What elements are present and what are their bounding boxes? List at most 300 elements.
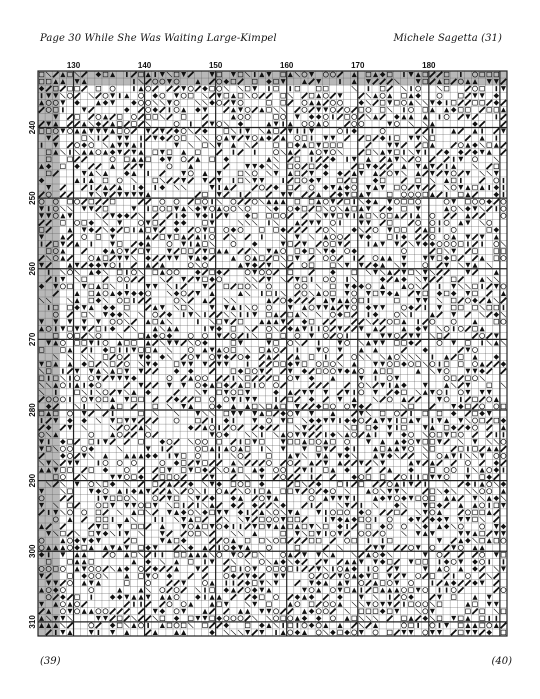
stitch-triangle-down [160,538,165,543]
stitch-triangle-up [75,566,80,571]
stitch-diagonal [501,121,507,126]
stitch-diagonal [458,347,464,352]
stitch-diamond [110,326,116,331]
stitch-diagonal [74,93,80,98]
stitch-triangle-down [160,305,165,310]
stitch-triangle-up [480,256,485,261]
stitch-backslash [266,446,271,451]
stitch-triangle-up [117,340,122,345]
stitch-triangle-up [337,185,342,190]
stitch-diagonal [494,128,500,133]
stitch-triangle-down [359,559,364,564]
stitch-backslash [437,298,442,303]
stitch-diamond [444,559,450,564]
stitch-diamond [330,630,336,635]
stitch-diagonal [81,262,87,267]
stitch-square [124,298,129,303]
stitch-backslash [352,453,357,458]
stitch-backslash [60,93,65,98]
stitch-diagonal [103,135,109,140]
stitch-square [274,362,279,367]
stitch-square [395,228,400,233]
stitch-diagonal [202,474,208,479]
stitch-diagonal [245,460,251,465]
stitch-triangle-down [465,171,470,176]
stitch-square [267,404,272,409]
stitch-bar [204,489,206,494]
stitch-triangle-down [138,383,143,388]
stitch-triangle-up [103,150,108,155]
stitch-backslash [423,136,428,141]
stitch-diagonal [309,566,315,571]
stitch-circle [231,390,236,395]
stitch-circle [345,538,350,543]
stitch-diagonal [295,552,301,557]
stitch-backslash [231,630,236,635]
stitch-bar [297,129,299,134]
stitch-backslash [316,284,321,289]
stitch-triangle-up [75,178,80,183]
stitch-square [402,390,407,395]
stitch-diagonal [74,121,80,126]
stitch-circle [501,588,506,593]
stitch-circle [82,397,87,402]
stitch-square [430,574,435,579]
stitch-triangle-up [195,552,200,557]
stitch-triangle-down [465,630,470,635]
stitch-triangle-down [89,340,94,345]
stitch-square [210,616,215,621]
stitch-square [124,581,129,586]
stitch-diagonal [430,277,436,282]
stitch-square [487,228,492,233]
stitch-circle [274,616,279,621]
stitch-triangle-up [153,630,158,635]
stitch-triangle-up [217,206,222,211]
stitch-bar [112,411,114,416]
stitch-square [480,623,485,628]
stitch-triangle-down [181,178,186,183]
stitch-backslash [409,150,414,155]
stitch-diagonal [131,404,137,409]
stitch-triangle-down [82,171,87,176]
stitch-triangle-down [67,425,72,430]
stitch-bar [240,397,242,402]
stitch-triangle-up [224,489,229,494]
stitch-triangle-up [231,404,236,409]
stitch-diagonal [351,411,357,416]
stitch-circle [224,227,229,232]
stitch-bar [311,503,313,508]
stitch-diamond [302,319,308,324]
stitch-backslash [316,524,321,529]
stitch-circle [458,390,463,395]
stitch-triangle-up [281,136,286,141]
stitch-circle [380,213,385,218]
stitch-square [373,588,378,593]
stitch-triangle-up [316,588,321,593]
stitch-triangle-down [416,545,421,550]
stitch-diamond [401,277,407,282]
stitch-diagonal [337,255,343,260]
stitch-circle [210,355,215,360]
stitch-triangle-down [167,234,172,239]
stitch-triangle-down [103,263,108,268]
stitch-square [267,213,272,218]
stitch-diamond [366,199,372,204]
stitch-square [110,199,115,204]
stitch-square [203,524,208,529]
stitch-square [274,129,279,134]
stitch-bar [140,143,142,148]
stitch-backslash [195,136,200,141]
stitch-triangle-down [444,263,449,268]
stitch-bar [233,376,235,381]
stitch-backslash [167,404,172,409]
stitch-square [458,623,463,628]
stitch-circle [330,312,335,317]
stitch-diamond [380,552,386,557]
stitch-bar [240,312,242,317]
stitch-bar [83,178,85,183]
stitch-diagonal [486,425,492,430]
stitch-circle [380,531,385,536]
stitch-circle [266,326,271,331]
stitch-triangle-down [323,390,328,395]
stitch-bar [162,446,164,451]
stitch-triangle-down [245,517,250,522]
stitch-backslash [416,277,421,282]
stitch-diamond [117,594,123,599]
stitch-bar [368,298,370,303]
stitch-circle [323,602,328,607]
stitch-square [96,326,101,331]
stitch-backslash [103,573,108,578]
stitch-square [252,581,257,586]
stitch-square [480,418,485,423]
stitch-diagonal [252,510,258,515]
stitch-circle [60,588,65,593]
stitch-triangle-up [451,496,456,501]
stitch-square [96,235,101,240]
stitch-diamond [138,241,144,246]
stitch-square [466,341,471,346]
stitch-diagonal [124,149,130,154]
stitch-triangle-up [210,595,215,600]
stitch-backslash [281,263,286,268]
stitch-triangle-down [181,517,186,522]
stitch-triangle-up [117,588,122,593]
stitch-diagonal [124,439,130,444]
stitch-backslash [359,616,364,621]
stitch-circle [472,362,477,367]
stitch-diamond [444,488,450,493]
stitch-triangle-down [387,121,392,126]
stitch-circle [96,573,101,578]
stitch-circle [430,545,435,550]
stitch-diamond [494,185,500,190]
stitch-circle [323,326,328,331]
stitch-triangle-down [423,425,428,430]
stitch-triangle-up [138,157,143,162]
stitch-diamond [174,291,180,296]
stitch-backslash [160,114,165,119]
stitch-triangle-down [380,305,385,310]
stitch-backslash [480,305,485,310]
stitch-circle [174,475,179,480]
stitch-triangle-up [465,623,470,628]
stitch-bar [289,86,291,91]
stitch-diagonal [152,383,158,388]
stitch-circle [345,340,350,345]
stitch-triangle-up [67,227,72,232]
stitch-backslash [401,312,406,317]
stitch-square [82,545,87,550]
stitch-triangle-up [174,559,179,564]
stitch-square [395,362,400,367]
stitch-diagonal [67,142,73,147]
stitch-circle [323,291,328,296]
stitch-diagonal [67,594,73,599]
stitch-circle [75,376,80,381]
stitch-circle [245,256,250,261]
stitch-circle [323,114,328,119]
stitch-backslash [188,305,193,310]
stitch-square [359,609,364,614]
stitch-triangle-down [245,630,250,635]
stitch-circle [89,256,94,261]
stitch-diagonal [209,623,215,628]
stitch-diagonal [103,199,109,204]
stitch-diagonal [209,531,215,536]
stitch-triangle-down [202,616,207,621]
stitch-square [68,560,73,565]
stitch-bar [403,150,405,155]
stitch-backslash [401,489,406,494]
stitch-triangle-up [494,397,499,402]
stitch-triangle-down [167,383,172,388]
stitch-diagonal [181,587,187,592]
stitch-circle [387,581,392,586]
stitch-diamond [501,481,507,486]
stitch-diagonal [359,255,365,260]
stitch-diagonal [181,375,187,380]
stitch-triangle-down [153,227,158,232]
stitch-circle [501,256,506,261]
stitch-triangle-up [245,404,250,409]
stitch-square [295,249,300,254]
stitch-circle [373,552,378,557]
stitch-square [181,305,186,310]
stitch-triangle-down [316,220,321,225]
stitch-circle [373,602,378,607]
stitch-diagonal [494,580,500,585]
stitch-square [451,256,456,261]
stitch-diagonal [451,142,457,147]
stitch-diagonal [224,100,230,105]
stitch-square [281,334,286,339]
stitch-diamond [479,368,485,373]
stitch-circle [281,249,286,254]
stitch-circle [96,566,101,571]
stitch-bar [439,227,441,232]
stitch-triangle-down [366,439,371,444]
stitch-triangle-down [82,227,87,232]
stitch-circle [217,277,222,282]
stitch-backslash [202,411,207,416]
stitch-diamond [245,213,251,218]
stitch-triangle-down [110,503,115,508]
stitch-square [402,206,407,211]
stitch-triangle-down [380,362,385,367]
stitch-triangle-up [117,185,122,190]
stitch-diamond [138,474,144,479]
stitch-triangle-up [60,538,65,543]
stitch-triangle-up [89,150,94,155]
stitch-diagonal [216,503,222,508]
stitch-backslash [465,453,470,458]
stitch-triangle-up [409,460,414,465]
stitch-square [245,376,250,381]
stitch-diagonal [131,277,137,282]
stitch-bar [218,185,220,190]
stitch-triangle-down [167,100,172,105]
stitch-triangle-down [337,93,342,98]
stitch-triangle-down [387,150,392,155]
stitch-triangle-down [167,510,172,515]
stitch-triangle-down [480,390,485,395]
stitch-triangle-down [110,242,115,247]
stitch-backslash [195,588,200,593]
stitch-square [281,538,286,543]
stitch-diagonal [259,277,265,282]
stitch-diagonal [273,411,279,416]
stitch-diagonal [103,552,109,557]
stitch-backslash [160,559,165,564]
stitch-backslash [160,100,165,105]
stitch-circle [295,602,300,607]
stitch-triangle-up [295,220,300,225]
stitch-diamond [316,404,322,409]
stitch-bar [297,347,299,352]
stitch-backslash [67,206,72,211]
stitch-backslash [345,425,350,430]
stitch-square [359,298,364,303]
stitch-diamond [202,340,208,345]
stitch-diamond [444,524,450,529]
stitch-diamond [138,185,144,190]
stitch-circle [131,114,136,119]
stitch-triangle-up [323,496,328,501]
stitch-square [466,609,471,614]
stitch-circle [309,121,314,126]
stitch-circle [309,588,314,593]
stitch-triangle-up [131,559,136,564]
stitch-triangle-up [337,581,342,586]
stitch-triangle-up [288,121,293,126]
stitch-circle [480,559,485,564]
stitch-diagonal [273,354,279,359]
stitch-triangle-down [210,559,215,564]
stitch-triangle-down [480,150,485,155]
stitch-triangle-up [387,355,392,360]
stitch-backslash [352,552,357,557]
stitch-triangle-down [103,616,108,621]
stitch-diagonal [302,164,308,169]
stitch-triangle-down [444,517,449,522]
stitch-triangle-up [380,150,385,155]
stitch-backslash [480,143,485,148]
stitch-bar [218,545,220,550]
stitch-diamond [423,524,429,529]
stitch-diagonal [316,164,322,169]
stitch-diamond [437,503,443,508]
stitch-triangle-down [103,312,108,317]
stitch-circle [458,143,463,148]
stitch-square [338,510,343,515]
stitch-square [89,284,94,289]
stitch-triangle-up [323,581,328,586]
stitch-diagonal [323,100,329,105]
column-label: 140 [137,61,152,70]
stitch-backslash [238,489,243,494]
stitch-square [437,616,442,621]
stitch-bar [446,588,448,593]
stitch-triangle-down [210,482,215,487]
stitch-triangle-up [195,242,200,247]
stitch-square [259,348,264,353]
stitch-circle [366,107,371,112]
stitch-diagonal [266,93,272,98]
stitch-circle [387,376,392,381]
stitch-diamond [380,559,386,564]
stitch-triangle-up [153,305,158,310]
stitch-triangle-down [252,602,257,607]
stitch-bar [268,220,270,225]
stitch-bar [282,178,284,183]
stitch-circle [245,566,250,571]
stitch-backslash [252,333,257,338]
stitch-square [338,178,343,183]
stitch-diamond [408,594,414,599]
stitch-diamond [401,383,407,388]
stitch-diamond [373,262,379,267]
stitch-diagonal [366,623,372,628]
stitch-triangle-down [288,129,293,134]
stitch-square [444,425,449,430]
stitch-bar [55,630,57,635]
stitch-triangle-down [202,362,207,367]
stitch-diagonal [259,460,265,465]
stitch-diamond [110,227,116,232]
stitch-backslash [309,234,314,239]
stitch-square [117,115,122,120]
stitch-diagonal [394,601,400,606]
stitch-triangle-down [117,524,122,529]
stitch-triangle-up [373,326,378,331]
stitch-triangle-up [302,630,307,635]
stitch-square [153,270,158,275]
stitch-square [68,157,73,162]
stitch-backslash [96,171,101,176]
stitch-circle [465,510,470,515]
stitch-bar [204,326,206,331]
stitch-square [117,122,122,127]
stitch-bar [133,227,135,232]
stitch-diagonal [316,425,322,430]
stitch-circle [444,475,449,480]
stitch-diagonal [238,573,244,578]
